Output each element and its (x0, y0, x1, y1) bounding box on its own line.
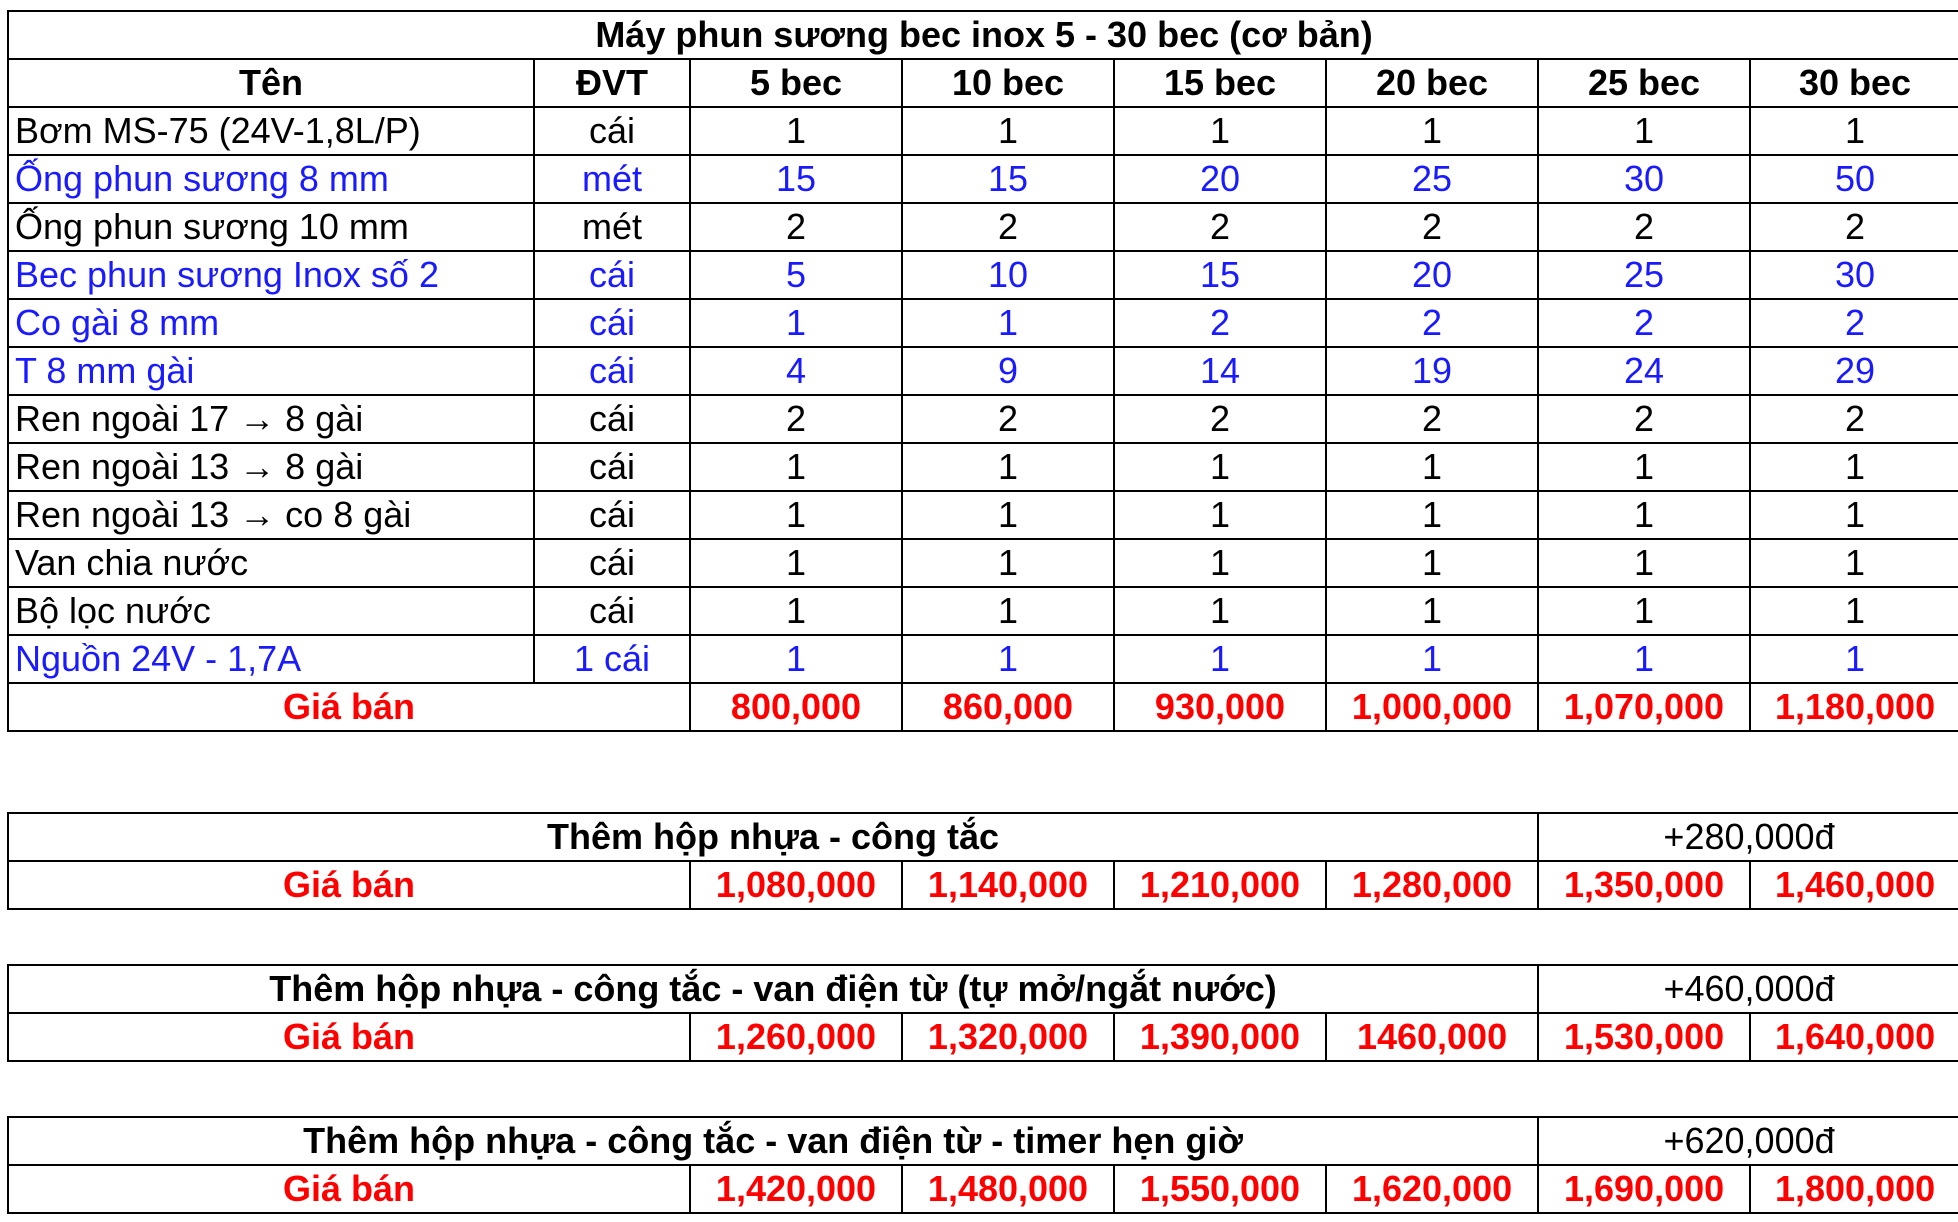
quantity-cell: 1 (1750, 107, 1958, 155)
item-unit: cái (534, 443, 690, 491)
table-row (8, 443, 1958, 491)
item-unit: mét (534, 203, 690, 251)
price-cell: 1,000,000 (1326, 683, 1538, 731)
item-unit: cái (534, 587, 690, 635)
option-table-3 (7, 1116, 1958, 1214)
quantity-cell: 1 (902, 587, 1114, 635)
quantity-cell: 1 (1114, 539, 1326, 587)
quantity-cell: 1 (902, 443, 1114, 491)
quantity-cell: 2 (1538, 299, 1750, 347)
item-unit: mét (534, 155, 690, 203)
quantity-cell: 1 (1114, 443, 1326, 491)
quantity-cell: 1 (1750, 635, 1958, 683)
quantity-cell: 1 (690, 443, 902, 491)
quantity-cell: 2 (902, 203, 1114, 251)
header-5-bec: 5 bec (690, 59, 902, 107)
item-name: Bec phun sương Inox số 2 (8, 251, 534, 299)
quantity-cell: 2 (1326, 203, 1538, 251)
quantity-cell: 1 (1750, 587, 1958, 635)
price-cell: 1,080,000 (690, 861, 902, 909)
quantity-cell: 1 (690, 299, 902, 347)
price-cell: 800,000 (690, 683, 902, 731)
quantity-cell: 1 (1326, 587, 1538, 635)
item-name: Ren ngoài 13 → 8 gài (8, 443, 534, 491)
quantity-cell: 1 (902, 299, 1114, 347)
item-name: Nguồn 24V - 1,7A (8, 635, 534, 683)
quantity-cell: 1 (1114, 635, 1326, 683)
quantity-cell: 1 (1326, 539, 1538, 587)
quantity-cell: 19 (1326, 347, 1538, 395)
option-table-2 (7, 964, 1958, 1062)
quantity-cell: 1 (690, 539, 902, 587)
option-title: Thêm hộp nhựa - công tắc - van điện từ (tự mở/ngắt nước) (8, 965, 1538, 1013)
price-cell: 1,480,000 (902, 1165, 1114, 1213)
quantity-cell: 1 (690, 491, 902, 539)
quantity-cell: 15 (690, 155, 902, 203)
price-row (8, 1013, 1958, 1061)
header-dvt: ĐVT (534, 59, 690, 107)
quantity-cell: 2 (1538, 395, 1750, 443)
price-label: Giá bán (8, 683, 690, 731)
quantity-cell: 1 (1538, 539, 1750, 587)
item-name: Bơm MS-75 (24V-1,8L/P) (8, 107, 534, 155)
price-cell: 1,550,000 (1114, 1165, 1326, 1213)
quantity-cell: 1 (690, 587, 902, 635)
table-title: Máy phun sương bec inox 5 - 30 bec (cơ bản) (8, 11, 1958, 59)
option-extra-price: +280,000đ (1538, 813, 1958, 861)
quantity-cell: 10 (902, 251, 1114, 299)
item-unit: cái (534, 539, 690, 587)
header-15-bec: 15 bec (1114, 59, 1326, 107)
item-unit: cái (534, 347, 690, 395)
quantity-cell: 4 (690, 347, 902, 395)
price-cell: 1,210,000 (1114, 861, 1326, 909)
price-cell: 1,260,000 (690, 1013, 902, 1061)
price-row (8, 1165, 1958, 1213)
price-cell: 1,390,000 (1114, 1013, 1326, 1061)
item-unit: 1 cái (534, 635, 690, 683)
table-row (8, 299, 1958, 347)
price-cell: 1,620,000 (1326, 1165, 1538, 1213)
table-row (8, 155, 1958, 203)
price-cell: 1,320,000 (902, 1013, 1114, 1061)
item-name: Bộ lọc nước (8, 587, 534, 635)
price-cell: 1,420,000 (690, 1165, 902, 1213)
price-label: Giá bán (8, 861, 690, 909)
quantity-cell: 1 (1326, 107, 1538, 155)
main-price-table (7, 10, 1958, 732)
quantity-cell: 15 (1114, 251, 1326, 299)
price-cell: 1,350,000 (1538, 861, 1750, 909)
quantity-cell: 1 (1538, 107, 1750, 155)
price-cell: 1,530,000 (1538, 1013, 1750, 1061)
quantity-cell: 29 (1750, 347, 1958, 395)
quantity-cell: 25 (1538, 251, 1750, 299)
quantity-cell: 1 (902, 635, 1114, 683)
quantity-cell: 20 (1114, 155, 1326, 203)
quantity-cell: 15 (902, 155, 1114, 203)
header-30-bec: 30 bec (1750, 59, 1958, 107)
price-cell: 1,800,000 (1750, 1165, 1958, 1213)
item-name: Ống phun sương 8 mm (8, 155, 534, 203)
price-cell: 1,460,000 (1750, 861, 1958, 909)
item-unit: cái (534, 395, 690, 443)
quantity-cell: 1 (1326, 635, 1538, 683)
item-name: Co gài 8 mm (8, 299, 534, 347)
quantity-cell: 2 (1326, 395, 1538, 443)
price-cell: 1,690,000 (1538, 1165, 1750, 1213)
item-unit: cái (534, 491, 690, 539)
table-row (8, 635, 1958, 683)
price-cell: 860,000 (902, 683, 1114, 731)
quantity-cell: 2 (690, 203, 902, 251)
item-unit: cái (534, 299, 690, 347)
quantity-cell: 1 (1114, 587, 1326, 635)
quantity-cell: 2 (1750, 203, 1958, 251)
table-row (8, 395, 1958, 443)
price-cell: 1,280,000 (1326, 861, 1538, 909)
quantity-cell: 2 (1114, 395, 1326, 443)
quantity-cell: 5 (690, 251, 902, 299)
price-cell: 1,070,000 (1538, 683, 1750, 731)
price-row (8, 861, 1958, 909)
quantity-cell: 2 (902, 395, 1114, 443)
quantity-cell: 1 (1750, 443, 1958, 491)
quantity-cell: 1 (690, 107, 902, 155)
quantity-cell: 1 (1538, 443, 1750, 491)
quantity-cell: 2 (1750, 395, 1958, 443)
quantity-cell: 1 (1538, 587, 1750, 635)
header-ten: Tên (8, 59, 534, 107)
item-name: Ren ngoài 13 → co 8 gài (8, 491, 534, 539)
quantity-cell: 1 (1114, 107, 1326, 155)
table-row (8, 251, 1958, 299)
price-row (8, 683, 1958, 731)
quantity-cell: 1 (902, 491, 1114, 539)
header-10-bec: 10 bec (902, 59, 1114, 107)
item-unit: cái (534, 107, 690, 155)
item-name: T 8 mm gài (8, 347, 534, 395)
item-name: Ống phun sương 10 mm (8, 203, 534, 251)
table-row (8, 203, 1958, 251)
item-name: Ren ngoài 17 → 8 gài (8, 395, 534, 443)
quantity-cell: 1 (902, 539, 1114, 587)
header-25-bec: 25 bec (1538, 59, 1750, 107)
option-extra-price: +620,000đ (1538, 1117, 1958, 1165)
table-row (8, 491, 1958, 539)
option-extra-price: +460,000đ (1538, 965, 1958, 1013)
table-row (8, 107, 1958, 155)
quantity-cell: 2 (1538, 203, 1750, 251)
quantity-cell: 1 (1114, 491, 1326, 539)
price-label: Giá bán (8, 1013, 690, 1061)
quantity-cell: 24 (1538, 347, 1750, 395)
quantity-cell: 1 (902, 107, 1114, 155)
quantity-cell: 9 (902, 347, 1114, 395)
item-unit: cái (534, 251, 690, 299)
price-cell: 1,180,000 (1750, 683, 1958, 731)
quantity-cell: 14 (1114, 347, 1326, 395)
quantity-cell: 1 (690, 635, 902, 683)
price-label: Giá bán (8, 1165, 690, 1213)
table-row (8, 539, 1958, 587)
quantity-cell: 2 (690, 395, 902, 443)
price-cell: 1,640,000 (1750, 1013, 1958, 1061)
quantity-cell: 50 (1750, 155, 1958, 203)
header-20-bec: 20 bec (1326, 59, 1538, 107)
quantity-cell: 2 (1114, 299, 1326, 347)
quantity-cell: 1 (1326, 491, 1538, 539)
price-cell: 930,000 (1114, 683, 1326, 731)
quantity-cell: 2 (1750, 299, 1958, 347)
table-row (8, 587, 1958, 635)
quantity-cell: 1 (1750, 491, 1958, 539)
option-table-1 (7, 812, 1958, 910)
option-title: Thêm hộp nhựa - công tắc - van điện từ - timer hẹn giờ (8, 1117, 1538, 1165)
item-name: Van chia nước (8, 539, 534, 587)
price-cell: 1,140,000 (902, 861, 1114, 909)
quantity-cell: 2 (1114, 203, 1326, 251)
quantity-cell: 1 (1538, 635, 1750, 683)
quantity-cell: 25 (1326, 155, 1538, 203)
quantity-cell: 20 (1326, 251, 1538, 299)
quantity-cell: 1 (1538, 491, 1750, 539)
quantity-cell: 30 (1538, 155, 1750, 203)
quantity-cell: 2 (1326, 299, 1538, 347)
quantity-cell: 1 (1750, 539, 1958, 587)
quantity-cell: 30 (1750, 251, 1958, 299)
option-title: Thêm hộp nhựa - công tắc (8, 813, 1538, 861)
price-cell: 1460,000 (1326, 1013, 1538, 1061)
header-row (8, 59, 1958, 107)
table-row (8, 347, 1958, 395)
quantity-cell: 1 (1326, 443, 1538, 491)
